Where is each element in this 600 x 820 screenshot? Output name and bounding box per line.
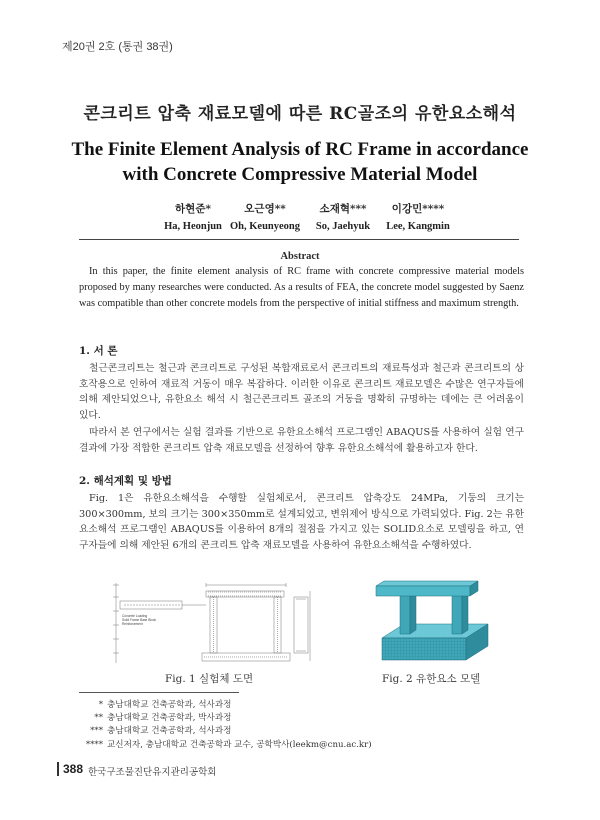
method-paragraph-1: Fig. 1은 유한요소해석을 수행할 실험체로서, 콘크리트 압축강도 24MPa, 기둥의 크기는 300×300mm, 보의 크기는 300×350mm로 설계되었고, 변위제어 방식으로 가력되었다. Fig. 2는 유한요소해석 프로그램인 ABAQUS를 이용하여 8개의 절점을 가지고 있는 SOLID요소로 모델링을 하고, 연구자들에 의해 제안된 6개의 콘크리트 압축 재료모델을 사용하여 유한요소해석을 수행하였다.: [79, 493, 524, 551]
author-name-ko: 오근영**: [244, 203, 286, 215]
author-name-ko: 이강민****: [391, 203, 445, 215]
footnote-mark: *: [98, 700, 103, 710]
finite-element-model-figure: [370, 578, 495, 670]
title-english-line1: The Finite Element Analysis of RC Frame in accordance: [71, 139, 529, 160]
title-english-line2: with Concrete Compressive Material Model: [122, 164, 478, 185]
author-name-ko: 소재혁***: [319, 203, 367, 215]
page-number: 388: [63, 762, 84, 776]
specimen-drawing-figure: [110, 575, 325, 667]
footnote-item: [79, 739, 372, 752]
footnote-text: 충남대학교 건축공학과, 석사과정: [107, 726, 232, 737]
title-korean: 콘크리트 압축 재료모델에 따른 RC골조의 유한요소해석: [83, 104, 517, 124]
author-name-en: Oh, Keunyeong: [229, 221, 300, 232]
intro-paragraph-1: 철근콘크리트는 철근과 콘크리트로 구성된 복합재료로서 콘크리트의 재료특성과 철근과 콘크리트의 상호작용으로 인하여 재료적 거동이 매우 복잡하다. 이러한 이유로 콘크리트 재료모델은 수많은 연구자들에 의해 제안되었으나, 유한요소 해석 시 철근콘크리트 골조의 거동을 명확히 규명하는 데에는 큰 어려움이 있다.: [79, 363, 524, 421]
fig1-note-rebar: Reinforcement: [122, 622, 143, 626]
footnote-text: 충남대학교 건축공학과, 석사과정: [107, 700, 232, 710]
journal-name: 한국구조물진단유지관리공학회: [88, 767, 217, 778]
footnote-text: 교신저자, 충남대학교 건축공학과 교수, 공학박사(leekm@cnu.ac.kr): [107, 739, 372, 750]
author-4: [353, 201, 483, 232]
figure-2-caption: Fig. 2 유한요소 모델: [382, 673, 481, 685]
footnote-text: 충남대학교 건축공학과, 박사과정: [107, 713, 232, 724]
abstract-heading: Abstract: [280, 251, 320, 262]
footnote-item: [79, 712, 372, 725]
title-divider: [79, 239, 519, 240]
title-english: [0, 137, 600, 187]
footnote-mark: ***: [90, 726, 103, 737]
footnotes: [79, 699, 372, 752]
footnote-item: [79, 725, 372, 738]
footnote-item: [79, 699, 372, 712]
author-name-ko: 하현준*: [175, 203, 211, 215]
footnote-mark: **: [94, 713, 103, 724]
footnote-divider: [79, 692, 239, 693]
section-heading-introduction: 1. 서 론: [79, 345, 118, 357]
author-name-en: So, Jaehyuk: [315, 221, 371, 232]
figure-1-caption: Fig. 1 실험체 도면: [165, 673, 254, 685]
author-name-en: Ha, Heonjun: [164, 221, 222, 232]
journal-volume-header: 제20권 2호 (통권 38권): [62, 41, 173, 53]
intro-paragraph-2: 따라서 본 연구에서는 실험 결과를 기반으로 유한요소해석 프로그램인 ABAQUS를 사용하여 실험 연구 결과에 가장 적합한 콘크리트 압축 재료모델을 선정하여 향후 유한요소해석에 활용하고자 한다.: [79, 427, 524, 454]
section-heading-method: 2. 해석계획 및 방법: [79, 475, 172, 487]
footnote-mark: ****: [85, 739, 103, 750]
fig1-note-base: Solid Frame Base Block: [122, 618, 157, 622]
abstract-text: In this paper, the finite element analysis of RC frame with concrete compressive material models proposed by many researches were conducted. As a results of FEA, the concrete model suggested by Saenz was compatible than other concrete models from the perspective of initial stiffness and maximum strength.: [79, 266, 524, 309]
footer-bar: [57, 762, 59, 776]
fig1-note-loading: Concrete Loading: [122, 614, 148, 618]
author-name-en: Lee, Kangmin: [386, 221, 450, 232]
